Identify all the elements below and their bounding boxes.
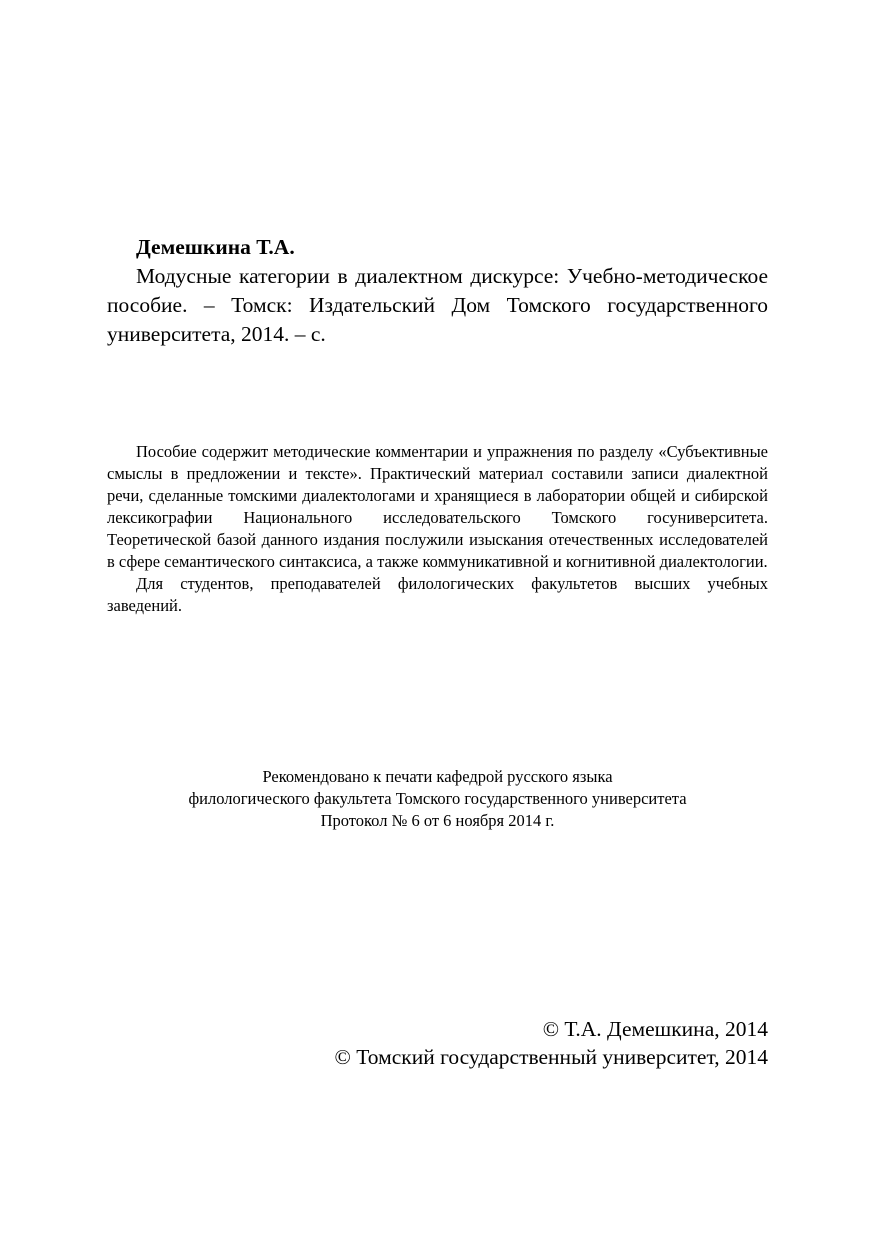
recommendation-line: филологического факультета Томского государственного университета: [188, 789, 687, 808]
bibliographic-description: Модусные категории в диалектном дискурсе: Учебно-методическое пособие. – Томск: Издательский Дом Томского государственного университета, 2014. – с.: [107, 264, 768, 346]
author-name: Демешкина Т.А.: [136, 235, 295, 259]
annotation-paragraph: Пособие содержит методические комментарии и упражнения по разделу «Субъективные смыслы в предложении и тексте». Практический материал составили записи диалектной речи, сделанные томскими диалектологами и хранящиеся в лаборатории общей и сибирской лексикографии Национального исследовательского Томского госуниверситета. Теоретической базой данного издания послужили изыскания отечественных исследователей в сфере семантического синтаксиса, а также коммуникативной и когнитивной диалектологии.: [107, 442, 768, 571]
copyright-university: © Томский государственный университет, 2014: [334, 1045, 768, 1069]
annotation: [107, 441, 768, 617]
recommendation-note: [107, 766, 768, 832]
copyright-block: [107, 1015, 768, 1071]
protocol-line: Протокол № 6 от 6 ноября 2014 г.: [320, 811, 555, 830]
recommendation-line: Рекомендовано к печати кафедрой русского языка: [262, 767, 613, 786]
copyright-author: © Т.А. Демешкина, 2014: [542, 1017, 768, 1041]
bibliographic-entry: [107, 233, 768, 349]
audience-paragraph: Для студентов, преподавателей филологических факультетов высших учебных заведений.: [107, 574, 768, 615]
